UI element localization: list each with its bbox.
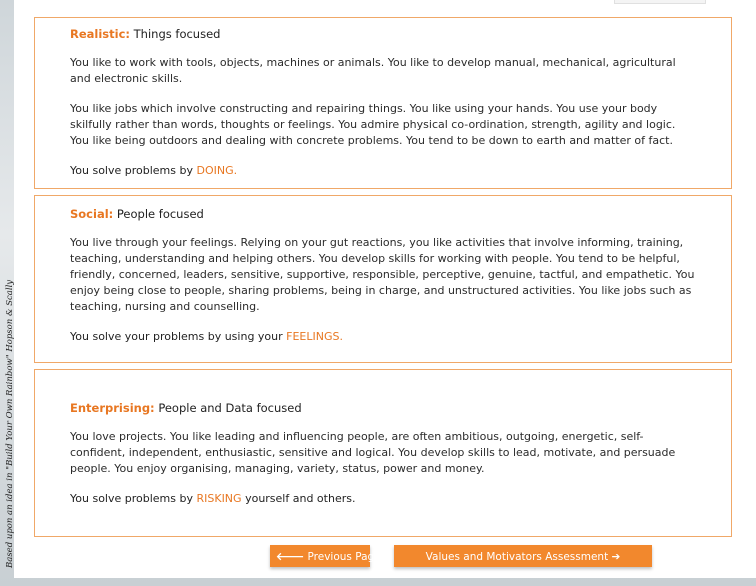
description-paragraph: You like to work with tools, objects, machines or animals. You like to develop manual, mechanical, agricultural and electronic skills. <box>70 56 676 85</box>
solve-prefix: You solve problems by <box>70 164 193 177</box>
solve-keyword: FEELINGS. <box>286 330 343 343</box>
arrow-left-icon: 🡐 <box>276 551 305 563</box>
card-social <box>34 195 732 363</box>
focus-label: People and Data focused <box>158 401 302 415</box>
previous-page-label: Previous Page <box>307 551 381 563</box>
previous-page-button[interactable] <box>270 545 381 567</box>
focus-label: Things focused <box>133 27 221 41</box>
solve-statement <box>70 491 696 507</box>
card-title <box>70 206 696 222</box>
solve-statement <box>70 163 696 179</box>
next-assessment-button[interactable] <box>394 545 652 567</box>
card-enterprising <box>34 369 732 537</box>
solve-statement <box>70 329 696 345</box>
description-paragraph: You live through your feelings. Relying on your gut reactions, you like activities that involve informing, training, teaching, understanding and helping others. You develop skills for working with people. You tend to be helpful, friendly, concerned, leaders, sensitive, supportive, responsible, perceptive, genuine, tactful, and empathetic. You enjoy being close to people, sharing problems, being in charge, and unstructured activities. You like jobs such as teaching, nursing and counselling. <box>70 236 695 313</box>
solve-prefix: You solve problems by <box>70 492 193 505</box>
description-paragraph: You like jobs which involve constructing and repairing things. You like using your hands. You use your body skilfully rather than words, thoughts or feelings. You admire physical co-ordination, strength, agility and logic. You like being outdoors and dealing with concrete problems. You tend to be down to earth and matter of fact. <box>70 102 676 147</box>
card-title <box>70 400 696 416</box>
card-title <box>70 26 696 42</box>
solve-suffix: yourself and others. <box>245 492 356 505</box>
personality-type-label: Enterprising: <box>70 401 155 415</box>
personality-type-label: Realistic: <box>70 27 130 41</box>
card-realistic <box>34 17 732 189</box>
solve-prefix: You solve your problems by using your <box>70 330 283 343</box>
top-tab-edge <box>614 0 706 4</box>
personality-type-label: Social: <box>70 207 114 221</box>
next-assessment-label: Values and Motivators Assessment <box>425 551 609 563</box>
attribution-caption: Based upon an idea in "Build Your Own Rainbow" Hopson & Scally <box>5 279 15 568</box>
description-paragraph: You love projects. You like leading and influencing people, are often ambitious, outgoing, energetic, self-confident, independent, enthusiastic, sensitive and logical. You develop skills to lead, motivate, and persuade people. You enjoy organising, managing, variety, status, power and money. <box>70 430 676 475</box>
solve-keyword: DOING. <box>196 164 238 177</box>
arrow-right-icon: ➔ <box>611 551 621 563</box>
solve-keyword: RISKING <box>196 492 242 505</box>
focus-label: People focused <box>116 207 204 221</box>
